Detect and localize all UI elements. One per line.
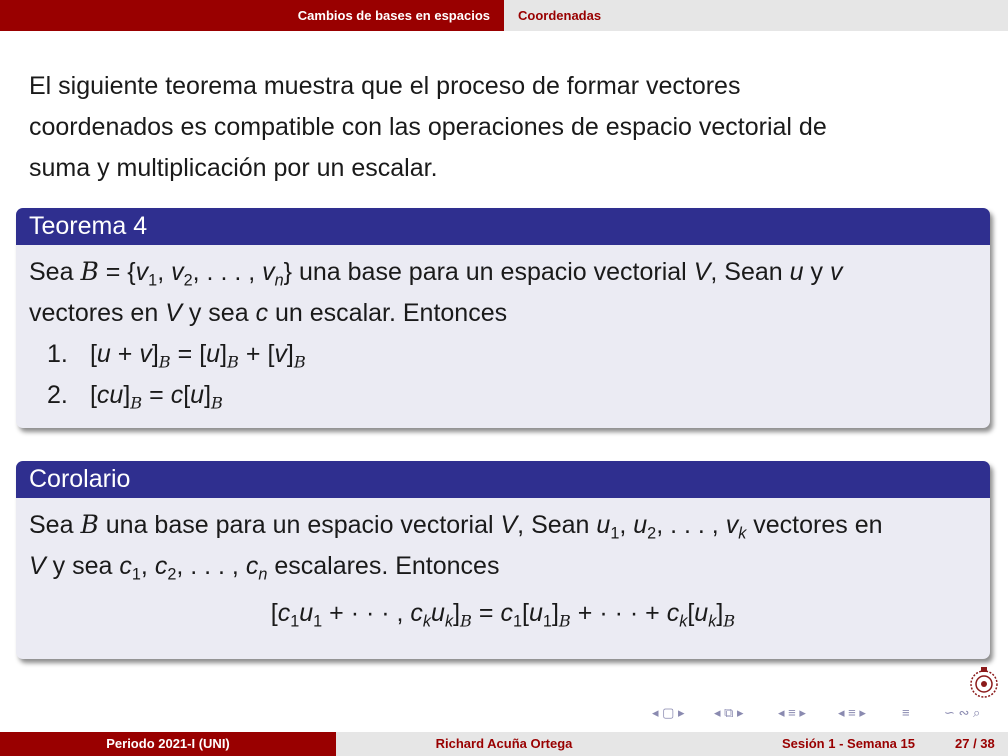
nav-search-icon[interactable]: ∽ ∾ ⌕ xyxy=(944,705,981,720)
corollary-equation: [$c_1u_1$ + · · · , $c_ku_k]_B = c_1[u_1]_B$ + · · · + $c_k[u_k]_B$ xyxy=(270,599,736,631)
intro-line-3: suma y multiplicación por un escalar. xyxy=(29,154,438,182)
nav-section-link[interactable]: Cambios de bases en espacios xyxy=(0,0,504,31)
nav-first-icon[interactable]: ◂ ▢ ▸ xyxy=(652,705,685,720)
intro-line-2: coordenados es compatible con las operaciones de espacio vectorial de xyxy=(29,113,827,141)
footer-period: Periodo 2021-I (UNI) xyxy=(0,732,336,756)
math-scalar-property: $[cu]_B = c[u]_B$ xyxy=(89,381,223,413)
header-bar xyxy=(0,0,1008,31)
nav-frame-icon[interactable]: ◂ ⧉ ▸ xyxy=(714,705,744,720)
footer-page-number: 27 / 38 xyxy=(955,736,995,751)
theorem-item-1: 1. $[u + v]_B = [u]_B + [v]_B$ xyxy=(47,340,306,372)
theorem-line-2: vectores en V y sea c un escalar. Entonces xyxy=(29,299,508,327)
footer-bar xyxy=(0,732,1008,756)
math-sum-property: $[u + v]_B = [u]_B + [v]_B$ xyxy=(89,340,306,372)
theorem-block xyxy=(16,208,990,428)
nav-section-icon[interactable]: ◂ ≡ ▸ xyxy=(778,705,806,720)
theorem-item-2: 2. $[cu]_B = c[u]_B$ xyxy=(47,381,223,413)
corollary-line-1: Sea B una base para un espacio vectorial V, Sean $u_1$, $u_2$, . . . , $v_k$ vectores en xyxy=(29,510,883,543)
footer-right xyxy=(672,732,1008,756)
theorem-body xyxy=(16,245,990,424)
theorem-line-1: Sea $B = \{v_1$, $v_2$, . . . , $v_n$} una base para un espacio vectorial V, Sean u y v xyxy=(29,257,843,290)
corollary-block xyxy=(16,461,990,659)
corollary-title: Corolario xyxy=(16,461,990,498)
university-logo-icon xyxy=(968,666,1000,700)
nav-subsection-link[interactable]: Coordenadas xyxy=(518,8,602,23)
nav-subsection-icon[interactable]: ◂ ≡ ▸ xyxy=(838,705,866,720)
nav-prev-icon[interactable]: ≡ xyxy=(902,705,910,720)
footer-author: Richard Acuña Ortega xyxy=(336,732,672,756)
beamer-navigation xyxy=(652,705,1002,725)
footer-session: Sesión 1 - Semana 15 xyxy=(782,736,915,751)
theorem-title: Teorema 4 xyxy=(16,208,990,245)
intro-line-1: El siguiente teorema muestra que el proceso de formar vectores xyxy=(29,72,741,100)
corollary-line-2: V y sea $c_1$, $c_2$, . . . , $c_n$ escalares. Entonces xyxy=(29,552,500,584)
math-basis-set: $B = \{v_1$, $v_2$, . . . , $v_n$} xyxy=(80,257,293,290)
corollary-body xyxy=(16,498,990,642)
intro-paragraph xyxy=(29,66,959,189)
